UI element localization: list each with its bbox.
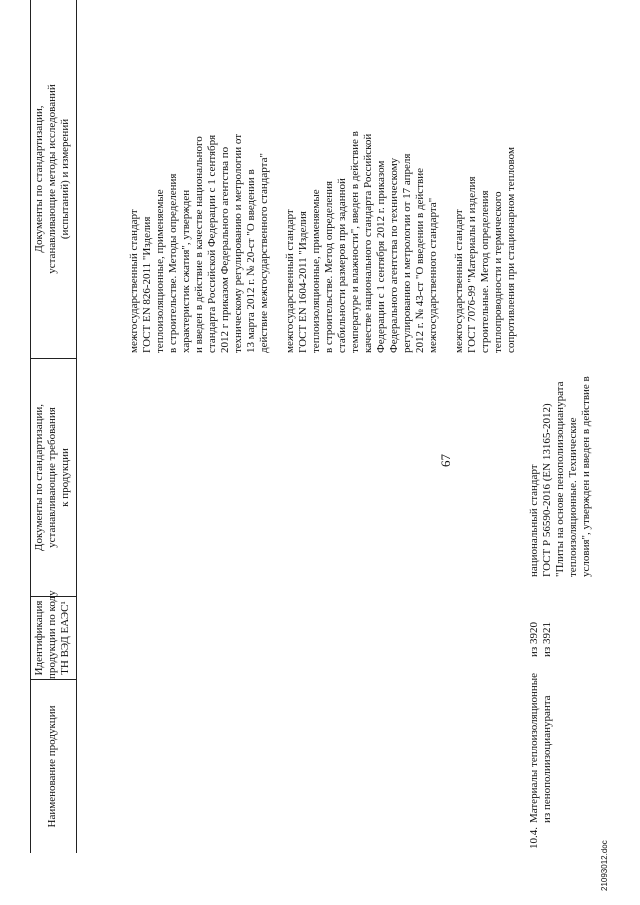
requirements-line: теплоизоляционные. Технические: [567, 417, 579, 577]
header-text-line: Наименование продукции: [46, 705, 58, 828]
product-code-cell: [528, 622, 554, 657]
method-line: межгосударственного стандарта": [427, 197, 439, 353]
header-text-line: Идентификация: [33, 600, 45, 676]
method-line: Федерального агентства по техническому: [388, 157, 400, 353]
method-line: температуре и влажности", введен в действие в: [349, 131, 361, 353]
block-spacer: [271, 131, 284, 353]
method-line: в строительстве. Метод определения: [323, 180, 335, 353]
header-text-line: (испытаний) и измерений: [59, 118, 71, 240]
method-line: регулированию и метрологии от 17 апреля: [401, 153, 413, 353]
footer-document-code: 21093012.doc: [600, 840, 609, 891]
header-methods-docs: [33, 0, 72, 358]
method-line: 2012 г. № 43-ст "О введении в действие: [414, 168, 426, 353]
method-line: действие межгосударственного стандарта": [258, 153, 270, 353]
method-line: Федерации с 1 сентября 2012 г. приказом: [375, 160, 387, 353]
requirements-line: национальный стандарт: [528, 464, 540, 577]
standards-table: [30, 0, 640, 853]
method-line: ГОСТ EN 826-2011 "Изделия: [141, 216, 153, 353]
product-name-line: из пенополиизоциануранта: [541, 695, 553, 823]
method-line: ГОСТ 7076-99 "Материалы и изделия: [466, 176, 478, 353]
block-spacer: [440, 131, 453, 353]
requirements-line: "Плиты на основе пенополиизоцианурата: [554, 381, 566, 577]
header-product-name: [46, 680, 59, 853]
header-text-line: Документы по стандартизации,: [33, 105, 45, 253]
method-line: теплопроводности и термического: [492, 191, 504, 353]
method-line: 2012 г приказом Федерального агентства по: [219, 146, 231, 353]
header-tn-ved-code: [33, 590, 72, 679]
method-line: строительные. Метод определения: [479, 190, 491, 353]
header-text-line: устанавливающие требования: [46, 407, 58, 548]
product-name-line: Материалы теплоизоляционные: [528, 672, 540, 823]
method-line: в строительстве. Методы определения: [167, 173, 179, 353]
requirements-cell: [528, 376, 593, 577]
method-line: 13 марта 2012 г. № 20-ст "О введении в: [245, 169, 257, 353]
requirements-line: ГОСТ Р 56590-2016 (EN 13165-2012): [541, 403, 553, 577]
table-top-border: [30, 0, 31, 853]
product-code-line: из 3921: [541, 622, 553, 657]
method-line: и введен в действие в качестве национального: [193, 136, 205, 353]
method-line: стабильности размеров при заданной: [336, 178, 348, 353]
header-bottom-border: [76, 0, 77, 853]
method-line: межгосударственный стандарт: [284, 209, 296, 353]
header-text-line: устанавливающие методы исследований: [46, 84, 58, 274]
header-requirements-docs: [33, 359, 72, 596]
method-standard-block: [453, 131, 518, 353]
page-number: 67: [438, 454, 453, 467]
header-text-line: Документы по стандартизации,: [33, 403, 45, 552]
method-line: межгосударственный стандарт: [453, 209, 465, 353]
method-line: теплоизоляционные, применяемые: [154, 189, 166, 353]
header-text-line: к продукции: [59, 448, 71, 507]
method-line: сопротивления при стационарном тепловом: [505, 147, 517, 353]
method-standard-block: [284, 131, 440, 353]
header-text-line: ТН ВЭД ЕАЭС¹: [59, 601, 71, 675]
header-text-line: продукции по коду: [46, 590, 58, 679]
method-line: стандарта Российской Федерации с 1 сентября: [206, 134, 218, 353]
row-number: 10.4.: [528, 827, 540, 849]
method-line: ГОСТ EN 1604-2011 "Изделия: [297, 211, 309, 353]
product-name-cell: [528, 673, 554, 823]
method-line: теплоизоляционные, применяемые: [310, 189, 322, 353]
method-standard-block: [128, 131, 271, 353]
method-line: качестве национального стандарта Российской: [362, 133, 374, 353]
method-line: техническому регулированию и метрологии от: [232, 133, 244, 353]
product-code-line: из 3920: [528, 622, 540, 657]
requirements-line: условия", утвержден и введен в действие в: [580, 376, 592, 577]
methods-cell: [128, 131, 518, 353]
method-line: характеристик сжатия", утвержден: [180, 189, 192, 353]
method-line: межгосударственный стандарт: [128, 209, 140, 353]
